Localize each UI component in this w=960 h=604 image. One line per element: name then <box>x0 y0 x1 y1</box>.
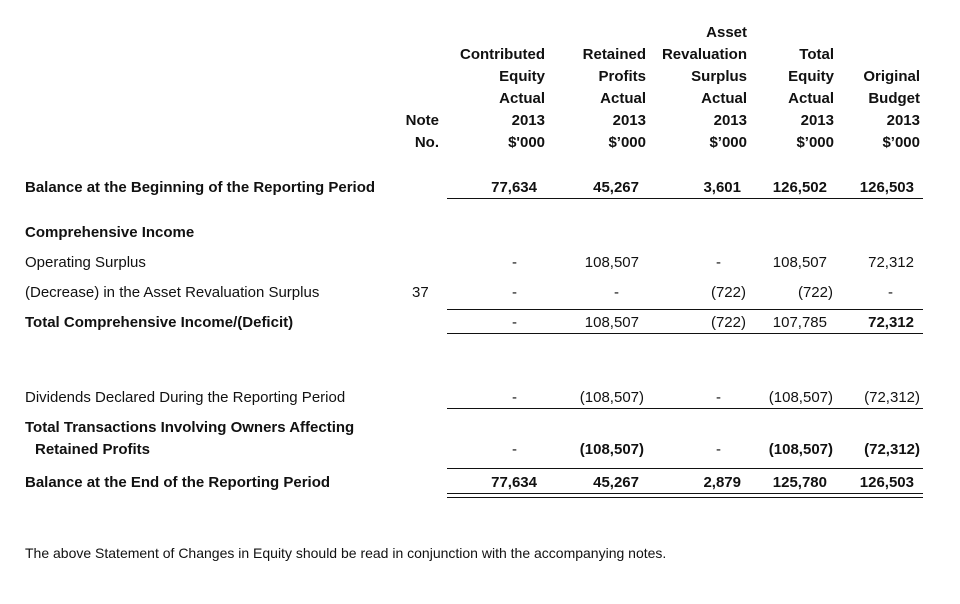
rule-before-closing <box>447 468 923 469</box>
header-original-budget: Original Budget 2013 $’000 <box>863 68 920 151</box>
cell-total: 108,507 <box>772 254 827 271</box>
row-label-line2: Retained Profits <box>35 441 151 458</box>
cell-contributed: - <box>512 284 517 301</box>
header-note: Note No. <box>405 112 439 151</box>
cell-budget: - <box>888 284 893 301</box>
cell-total: (108,507) <box>768 441 833 458</box>
cell-asset: - <box>716 389 721 406</box>
header-contributed-equity: Contributed Equity Actual 2013 $'000 <box>460 46 545 151</box>
cell-budget: 72,312 <box>868 314 914 331</box>
cell-budget: 72,312 <box>868 254 914 271</box>
cell-total: (722) <box>797 284 833 301</box>
header-retained-profits: Retained Profits Actual 2013 $’000 <box>582 46 646 151</box>
cell-asset: (722) <box>710 314 746 331</box>
cell-retained: 45,267 <box>593 474 639 491</box>
double-rule-closing <box>447 493 923 498</box>
cell-total: 125,780 <box>772 474 827 491</box>
cell-contributed: - <box>512 254 517 271</box>
cell-retained: - <box>614 284 619 301</box>
rule-after-total-comprehensive <box>447 333 923 334</box>
row-label: Operating Surplus <box>25 254 146 271</box>
cell-contributed: - <box>512 314 517 331</box>
cell-asset: (722) <box>710 284 746 301</box>
cell-budget: 126,503 <box>859 474 914 491</box>
cell-contributed: 77,634 <box>491 179 537 196</box>
row-label-line1: Total Transactions Involving Owners Affecting <box>25 419 355 436</box>
section-heading-comprehensive-income: Comprehensive Income <box>25 224 195 241</box>
cell-total: 107,785 <box>772 314 827 331</box>
cell-retained: (108,507) <box>579 441 644 458</box>
row-label: Balance at the End of the Reporting Period <box>25 474 331 491</box>
cell-contributed: 77,634 <box>491 474 537 491</box>
row-label: Dividends Declared During the Reporting Period <box>25 389 346 406</box>
row-label: Balance at the Beginning of the Reporting Period <box>25 179 376 196</box>
rule-opening <box>447 198 923 199</box>
cell-asset: 2,879 <box>703 474 741 491</box>
cell-retained: 108,507 <box>584 254 639 271</box>
rule-after-dividends <box>447 408 923 409</box>
row-label: Total Comprehensive Income/(Deficit) <box>25 314 294 331</box>
rule-before-total-comprehensive <box>447 309 923 310</box>
footnote: The above Statement of Changes in Equity should be read in conjunction with the accompanying notes. <box>25 545 667 561</box>
cell-budget: (72,312) <box>864 441 920 458</box>
cell-budget: 126,503 <box>859 179 914 196</box>
cell-contributed: - <box>512 441 517 458</box>
cell-retained: (108,507) <box>579 389 644 406</box>
cell-retained: 108,507 <box>584 314 639 331</box>
cell-total: 126,502 <box>772 179 827 196</box>
cell-note: 37 <box>412 284 429 301</box>
row-label: (Decrease) in the Asset Revaluation Surplus <box>25 284 320 301</box>
cell-asset: - <box>716 441 721 458</box>
header-total-equity: Total Equity Actual 2013 $’000 <box>788 46 834 151</box>
header-asset-revaluation: Asset Revaluation Surplus Actual 2013 $’000 <box>661 24 747 151</box>
cell-total: (108,507) <box>768 389 833 406</box>
cell-contributed: - <box>512 389 517 406</box>
cell-retained: 45,267 <box>593 179 639 196</box>
cell-budget: (72,312) <box>864 389 920 406</box>
cell-asset: - <box>716 254 721 271</box>
cell-asset: 3,601 <box>703 179 741 196</box>
